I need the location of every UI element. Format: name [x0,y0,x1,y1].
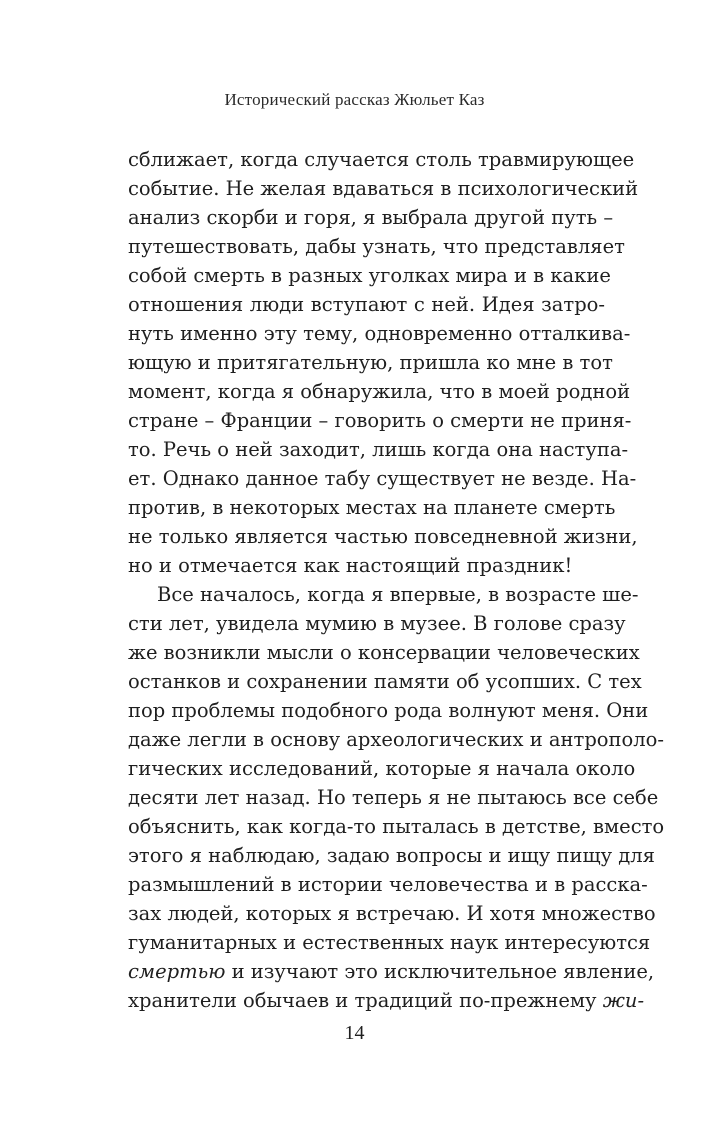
body-text [128,145,665,1015]
text-line: десяти лет назад. Но теперь я не пытаюсь все себе [128,786,659,809]
text-line: нуть именно эту тему, одновременно отталкива- [128,322,631,345]
text-line: сближает, когда случается столь травмирующее [128,148,635,171]
text-line: пор проблемы подобного рода волнуют меня. Они [128,699,649,722]
text-line: размышлений в истории человечества и в расска- [128,873,648,896]
text-line: объяснить, как когда-то пыталась в детстве, вместо [128,815,665,838]
text-line: анализ скорби и горя, я выбрала другой путь – [128,206,614,229]
text-line: гических исследований, которые я начала около [128,757,636,780]
text-line: стране – Франции – говорить о смерти не приня- [128,409,632,432]
text-line: зах людей, которых я встречаю. И хотя множество [128,902,656,925]
text-line: останков и сохранении памяти об усопших. С тех [128,670,642,693]
running-head: Исторический рассказ Жюльет Каз [224,90,485,109]
italic-word: смертью [128,960,226,983]
text-line: гуманитарных и естественных наук интересуются [128,931,651,954]
text-line: отношения люди вступают с ней. Идея затро- [128,293,605,316]
text-line: сти лет, увидела мумию в музее. В голове сразу [128,612,626,635]
line-rest: и изучают это исключительное явление, [225,960,655,983]
text-line [128,986,645,1015]
text-line: даже легли в основу археологических и антрополо- [128,728,665,751]
text-line: ющую и притягательную, пришла ко мне в тот [128,351,613,374]
text-line: момент, когда я обнаружила, что в моей родной [128,380,631,403]
line-plain: хранители обычаев и традиций по-прежнему [128,989,603,1012]
text-line: Все началось, когда я впервые, в возрасте ше- [157,583,639,606]
text-line: ет. Однако данное табу существует не везде. На- [128,467,637,490]
text-line: не только является частью повседневной жизни, [128,525,638,548]
text-line: собой смерть в разных уголках мира и в какие [128,264,611,287]
text-line: же возникли мысли о консервации человеческих [128,641,640,664]
text-line: путешествовать, дабы узнать, что представляет [128,235,625,258]
page-number: 14 [344,1022,365,1044]
text-line: событие. Не желая вдаваться в психологический [128,177,639,200]
text-line: но и отмечается как настоящий праздник! [128,554,573,577]
italic-word: жи- [602,989,645,1012]
text-line: то. Речь о ней заходит, лишь когда она наступа- [128,438,629,461]
text-line: против, в некоторых местах на планете смерть [128,496,616,519]
text-line [128,957,655,986]
text-line: этого я наблюдаю, задаю вопросы и ищу пищу для [128,844,655,867]
